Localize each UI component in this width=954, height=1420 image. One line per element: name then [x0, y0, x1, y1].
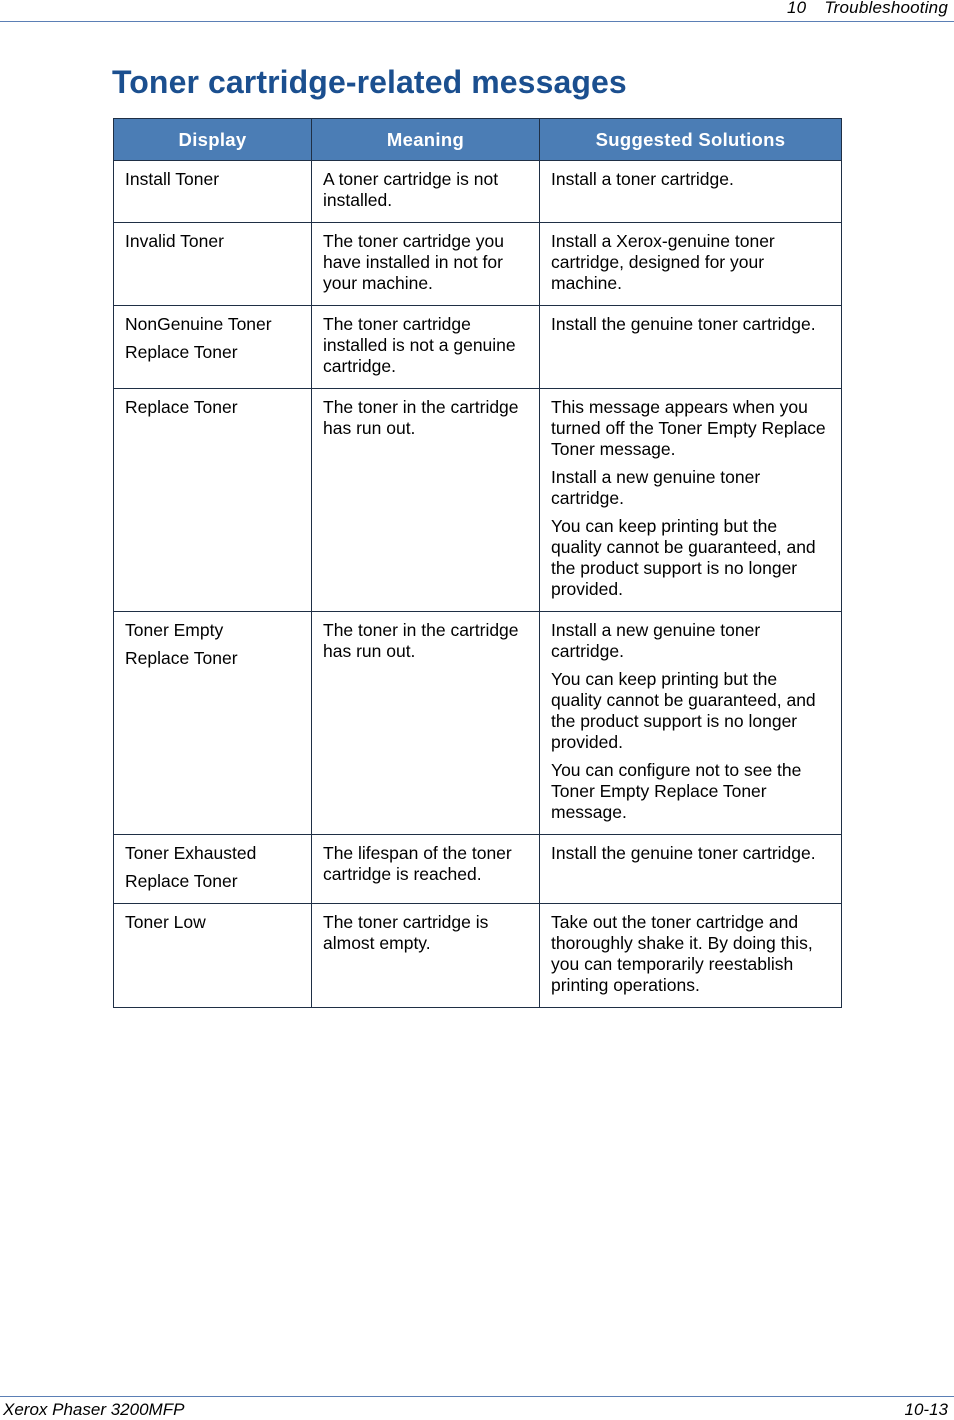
- table-row: [114, 306, 842, 389]
- solutions-cell: [540, 223, 842, 306]
- chapter-title: Troubleshooting: [824, 0, 948, 17]
- meaning-text: The toner cartridge you have installed in not for your machine.: [323, 231, 504, 293]
- toner-messages-table: [113, 118, 842, 1008]
- meaning-cell: [312, 612, 540, 835]
- display-cell: [114, 612, 312, 835]
- table-row: [114, 389, 842, 612]
- solution-text: You can configure not to see the Toner Empty Replace Toner message.: [551, 760, 802, 822]
- display-text: Replace Toner: [125, 342, 238, 362]
- meaning-text: The toner cartridge is almost empty.: [323, 912, 489, 953]
- meaning-text: The lifespan of the toner cartridge is reached.: [323, 843, 512, 884]
- column-header-meaning: Meaning: [312, 119, 540, 161]
- solutions-cell: [540, 904, 842, 1008]
- meaning-cell: [312, 306, 540, 389]
- display-text: Replace Toner: [125, 648, 238, 668]
- meaning-cell: [312, 389, 540, 612]
- meaning-text: The toner in the cartridge has run out.: [323, 397, 519, 438]
- meaning-cell: [312, 223, 540, 306]
- display-cell: [114, 223, 312, 306]
- solutions-cell: [540, 161, 842, 223]
- footer-divider: [0, 1396, 954, 1397]
- display-text: Invalid Toner: [125, 231, 224, 251]
- table-row: [114, 904, 842, 1008]
- display-text: Replace Toner: [125, 397, 238, 417]
- solutions-cell: [540, 306, 842, 389]
- display-cell: [114, 161, 312, 223]
- meaning-text: The toner cartridge installed is not a genuine cartridge.: [323, 314, 516, 376]
- solution-text: Install a new genuine toner cartridge.: [551, 620, 761, 661]
- footer-page-number: 10-13: [904, 1400, 948, 1419]
- display-cell: [114, 904, 312, 1008]
- table-row: [114, 612, 842, 835]
- meaning-cell: [312, 904, 540, 1008]
- display-cell: [114, 389, 312, 612]
- solution-text: You can keep printing but the quality cannot be guaranteed, and the product support is no longer provided.: [551, 669, 816, 752]
- table-row: [114, 223, 842, 306]
- meaning-text: A toner cartridge is not installed.: [323, 169, 499, 210]
- solution-text: Install a new genuine toner cartridge.: [551, 467, 761, 508]
- solution-text: Install a toner cartridge.: [551, 169, 734, 189]
- solution-text: Install the genuine toner cartridge.: [551, 843, 816, 863]
- table-row: [114, 161, 842, 223]
- solution-text: Install a Xerox-genuine toner cartridge, designed for your machine.: [551, 231, 775, 293]
- display-cell: [114, 835, 312, 904]
- display-cell: [114, 306, 312, 389]
- solution-text: Install the genuine toner cartridge.: [551, 314, 816, 334]
- display-text: Toner Empty: [125, 620, 224, 640]
- display-text: Install Toner: [125, 169, 220, 189]
- meaning-cell: [312, 835, 540, 904]
- display-text: Toner Low: [125, 912, 206, 932]
- footer-product-name: Xerox Phaser 3200MFP: [3, 1400, 185, 1419]
- chapter-number: 10: [787, 0, 807, 17]
- solution-text: This message appears when you turned off the Toner Empty Replace Toner message.: [551, 397, 826, 459]
- meaning-text: The toner in the cartridge has run out.: [323, 620, 519, 661]
- header-divider: [0, 21, 954, 22]
- solution-text: You can keep printing but the quality cannot be guaranteed, and the product support is no longer provided.: [551, 516, 816, 599]
- solution-text: Take out the toner cartridge and thoroughly shake it. By doing this, you can temporarily reestablish printing operations.: [551, 912, 813, 995]
- solutions-cell: [540, 835, 842, 904]
- table-header-row: [114, 119, 842, 161]
- display-text: Replace Toner: [125, 871, 238, 891]
- display-text: NonGenuine Toner: [125, 314, 272, 334]
- running-header: [787, 0, 948, 18]
- solutions-cell: [540, 612, 842, 835]
- display-text: Toner Exhausted: [125, 843, 257, 863]
- table-row: [114, 835, 842, 904]
- solutions-cell: [540, 389, 842, 612]
- meaning-cell: [312, 161, 540, 223]
- page-title: Toner cartridge-related messages: [112, 64, 627, 100]
- column-header-display: Display: [114, 119, 312, 161]
- column-header-solutions: Suggested Solutions: [540, 119, 842, 161]
